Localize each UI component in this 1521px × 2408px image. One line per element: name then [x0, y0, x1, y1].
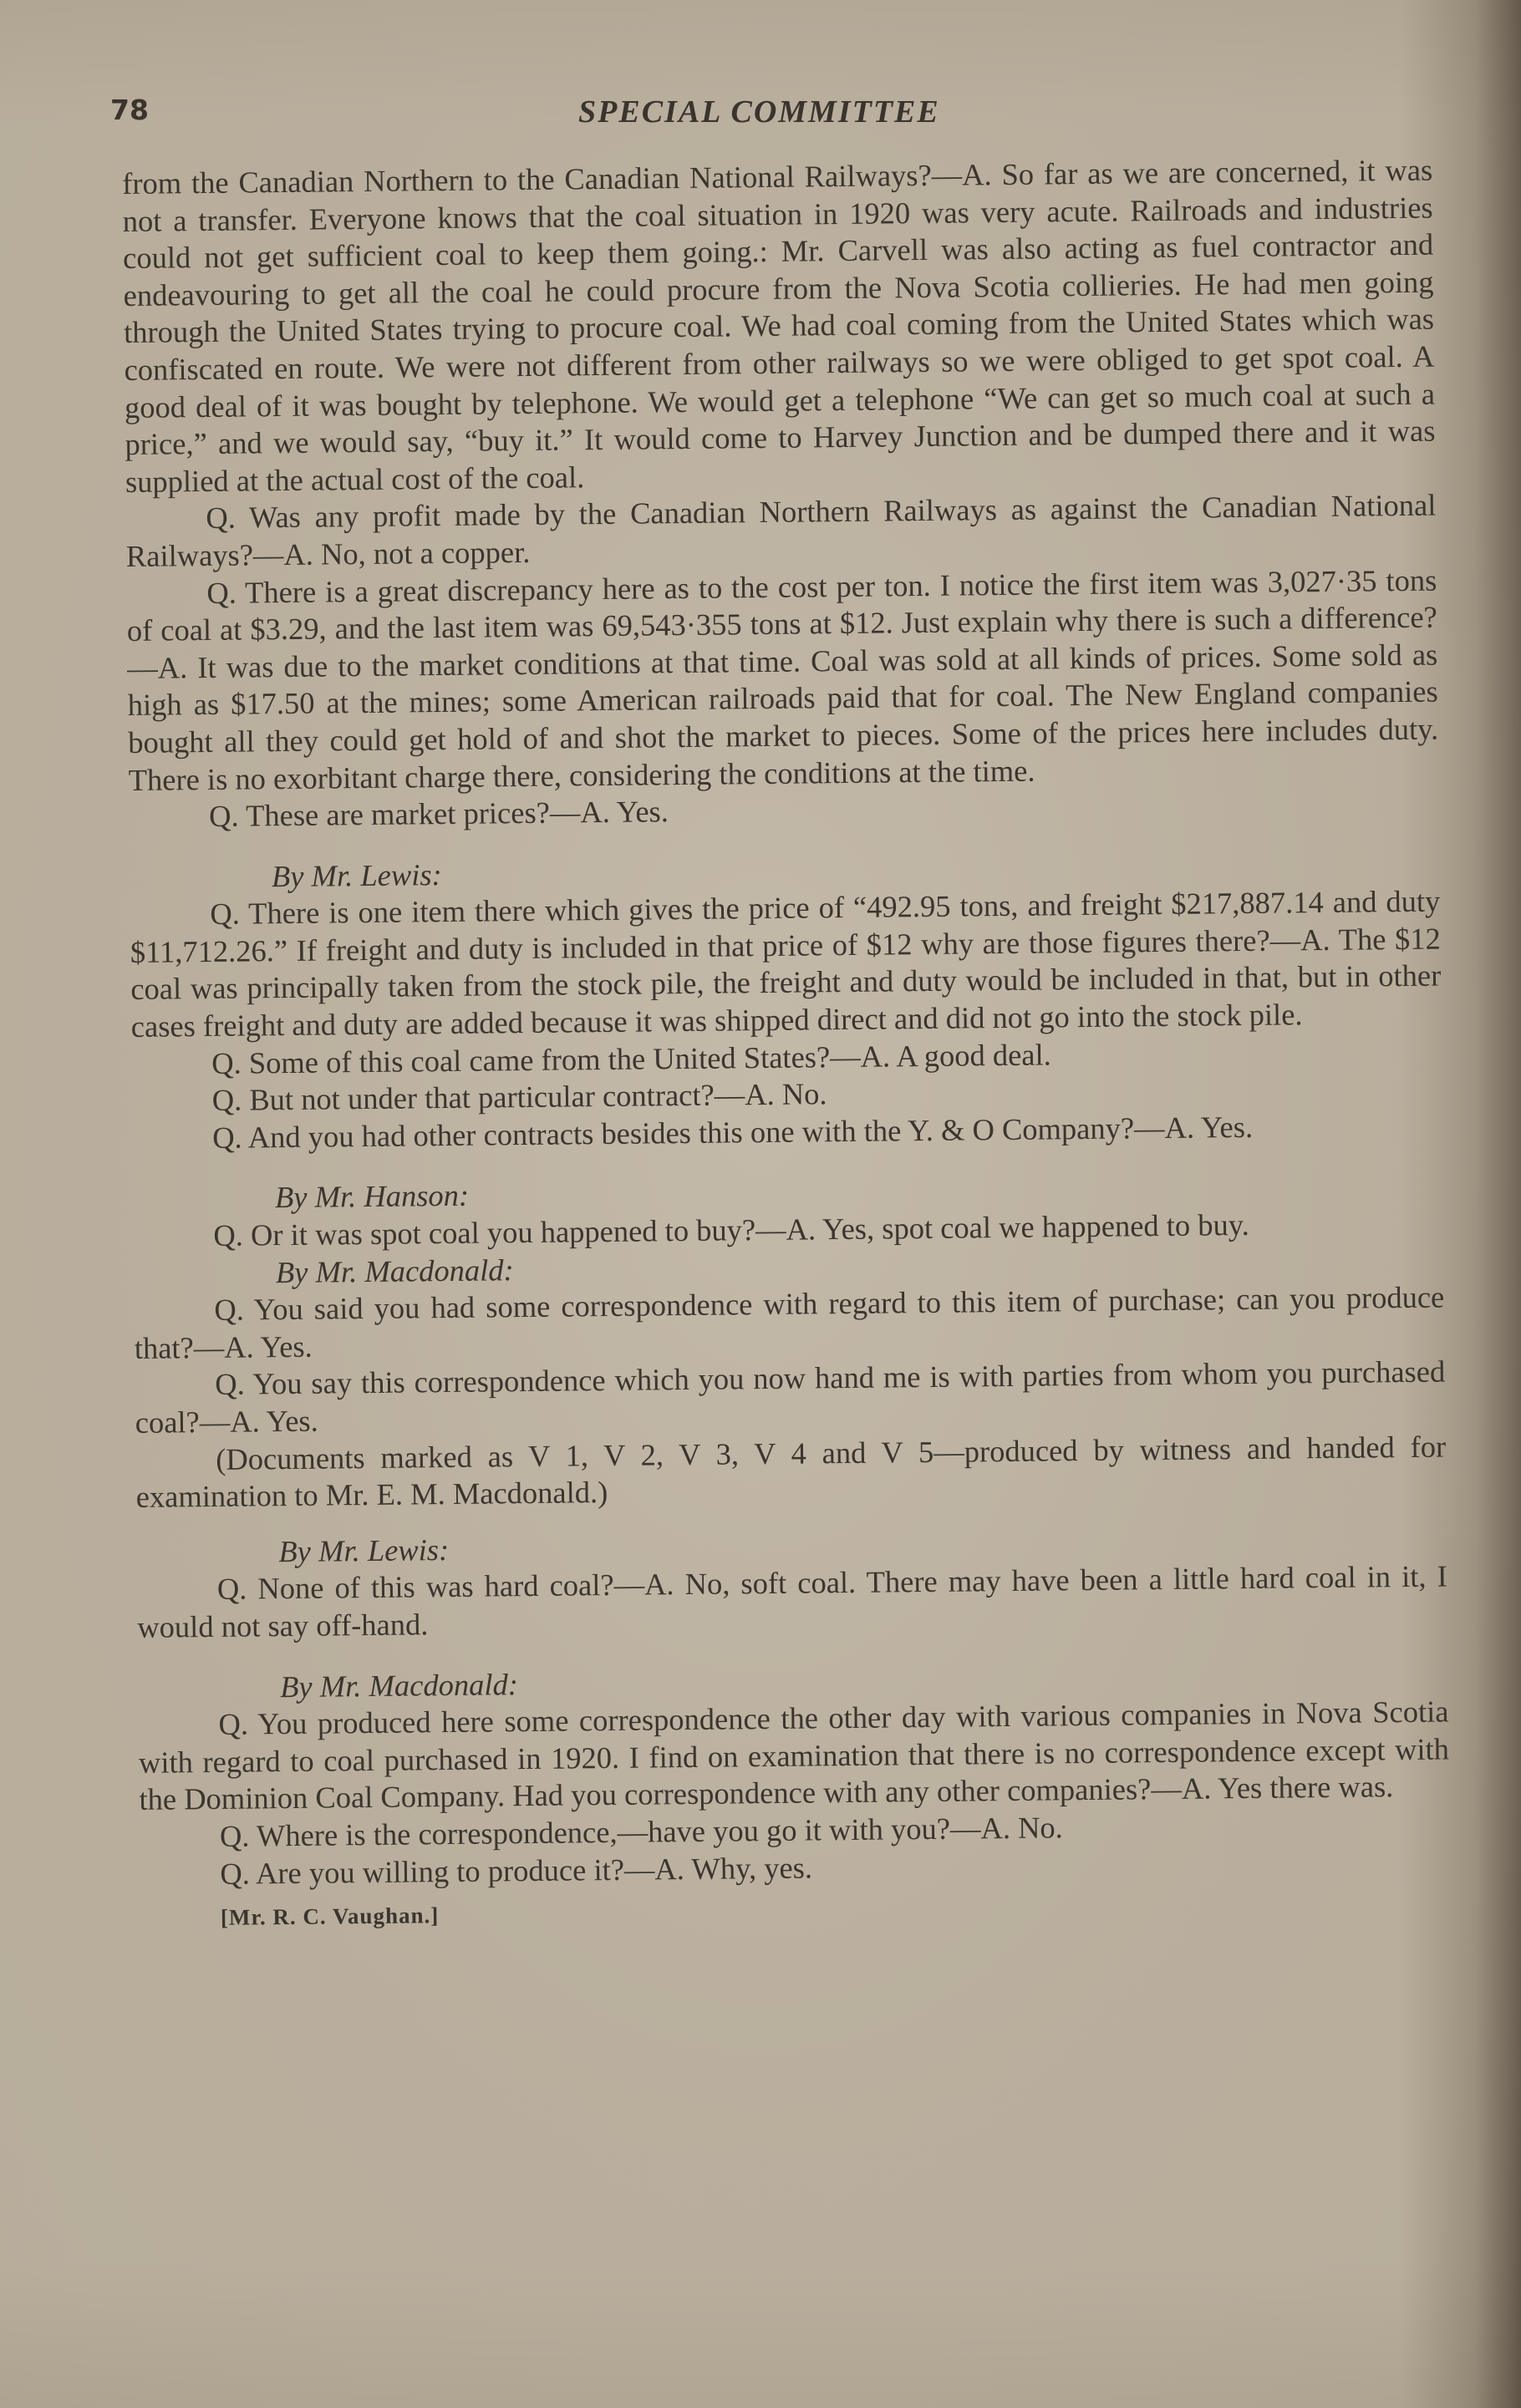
- question-answer: Q. Some of this coal came from the United States?—A. A good deal.: [211, 1037, 1051, 1080]
- paragraph: from the Canadian Northern to the Canadian National Railways?—A. So far as we are concerned, it was not a transfer. Everyone knows that the coal situation in 1920 was very acute. Railroads and industries could not get sufficient coal to keep them going.: Mr. Carvell was also acting as fuel contractor and endeavouring to get all the coal he could procure from the Nova Scotia collieries. He had men going through the United States trying to procure coal. We had coal coming from the United States which was confiscated en route. We were not different from other railways so we were obliged to get spot coal. A good deal of it was bought by telephone. We would get a telephone “We can get so much coal at such a price,” and we would say, “buy it.” It would come to Harvey Junction and be dumped there and it was supplied at the actual cost of the coal.: [122, 152, 1436, 499]
- page-number: 78: [110, 94, 149, 126]
- question-answer: Q. You said you had some correspondence with regard to this item of purchase; can you produce that?—A. Yes.: [134, 1279, 1445, 1365]
- question-answer: Q. Where is the correspondence,—have you go it with you?—A. No.: [219, 1810, 1064, 1853]
- running-title: SPECIAL COMMITTEE: [578, 94, 940, 130]
- question-answer: Q. None of this was hard coal?—A. No, soft coal. There may have been a little hard coal in it, I would not say off-hand.: [137, 1558, 1447, 1644]
- question-answer: Q. But not under that particular contract?—A. No.: [211, 1076, 827, 1118]
- exhibit-note: (Documents marked as V 1, V 2, V 3, V 4 and V 5—produced by witness and handed for examination to Mr. E. M. Macdonald.): [135, 1429, 1447, 1515]
- question-answer: Q. Are you willing to produce it?—A. Why, yes.: [220, 1849, 813, 1891]
- question-answer: Q. Or it was spot coal you happened to buy?—A. Yes, spot coal we happened to buy.: [213, 1207, 1249, 1252]
- question-answer: Q. You produced here some correspondence the other day with various companies in Nova Scotia with regard to coal purchased in 1920. I find on examination that there is no correspondence except with the Dominion Coal Company. Had you correspondence with any other companies?—A. Yes there was.: [138, 1694, 1450, 1817]
- question-answer: Q. There is a great discrepancy here as to the cost per ton. I notice the first item was 3,027·35 tons of coal at $3.29, and the last item was 69,543·355 tons at $12. Just explain why there is such a difference?—A. It was due to the market conditions at that time. Coal was sold at all kinds of prices. Some sold as high as $17.50 at the mines; some American railroads paid that for coal. The New England companies bought all they could get hold of and shot the market to pieces. Some of the prices here includes duty. There is no exorbitant charge there, considering the conditions at the time.: [126, 562, 1439, 797]
- question-answer: Q. There is one item there which gives the price of “492.95 tons, and freight $217,887.14 and duty $11,712.26.” If freight and duty is included in that price of $12 why are those figures there?—A. The $12 coal was principally taken from the stock pile, the freight and duty would be included in that, but in other cases freight and duty are added because it was shipped direct and did not go into the stock pile.: [130, 883, 1442, 1044]
- question-answer: Q. You say this correspondence which you now hand me is with parties from whom you purchased coal?—A. Yes.: [135, 1354, 1446, 1440]
- transcript-body: [122, 152, 1451, 1938]
- question-answer: Q. Was any profit made by the Canadian Northern Railways as against the Canadian National Railways?—A. No, not a copper.: [125, 487, 1437, 573]
- speaker-heading: By Mr. Lewis:: [271, 856, 442, 893]
- speaker-heading: By Mr. Lewis:: [278, 1532, 450, 1568]
- page-header: [110, 94, 1431, 140]
- speaker-heading: By Mr. Hanson:: [274, 1178, 470, 1215]
- question-answer: Q. These are market prices?—A. Yes.: [208, 794, 669, 834]
- speaker-heading: By Mr. Macdonald:: [275, 1252, 514, 1289]
- question-answer: Q. And you had other contracts besides this one with the Y. & O Company?—A. Yes.: [211, 1109, 1254, 1155]
- speaker-heading: By Mr. Macdonald:: [279, 1666, 519, 1704]
- witness-footnote: [Mr. R. C. Vaughan.]: [220, 1903, 440, 1931]
